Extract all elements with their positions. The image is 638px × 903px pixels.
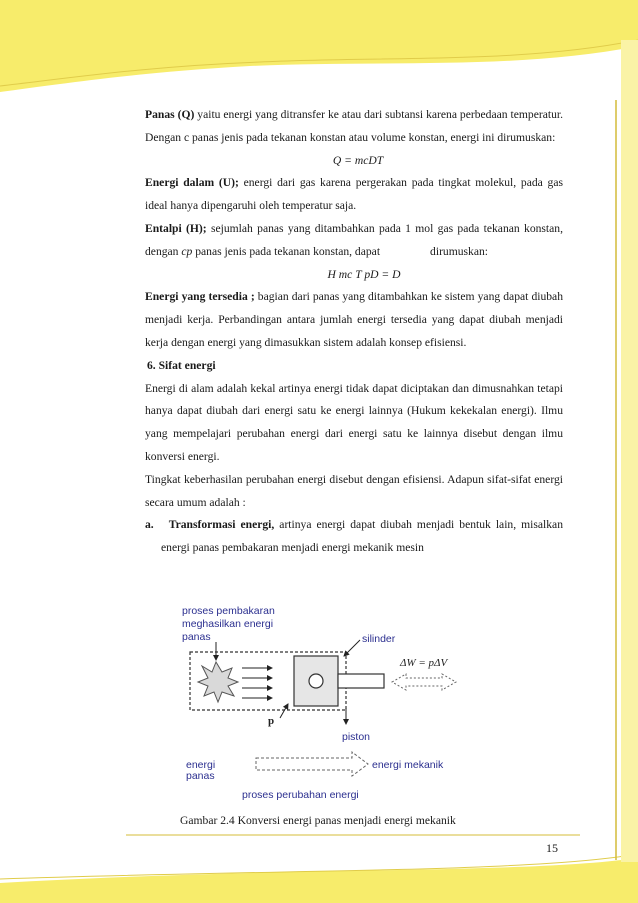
piston-rod: [338, 674, 384, 688]
symbol-cp: cp: [181, 244, 193, 258]
paragraph-sifat-2: Tingkat keberhasilan perubahan energi disebut dengan efisiensi. Adapun sifat-sifat energi secara umum adalah :: [145, 472, 563, 509]
label-piston: piston: [342, 731, 371, 743]
label-proses-3: panas: [182, 631, 211, 643]
label-p: p: [268, 715, 275, 727]
conversion-arrow-dashed: [256, 752, 368, 776]
paragraph-sifat-1: Energi di alam adalah kekal artinya energi tidak dapat diciptakan dan dimusnahkan tetapi hanya dapat diubah dari energi satu ke energi lainnya (Hukum kekekalan energi). Ilmu yang mempelajari perubahan energi dari energi satu ke lainnya disebut dengan ilmu konversi energi.: [145, 381, 563, 463]
combustion-burst-icon: [198, 662, 238, 702]
label-energi-panas-1: energi: [186, 759, 216, 771]
label-energi-panas-2: panas: [186, 770, 215, 782]
top-yellow-band: [0, 0, 638, 92]
text-energi-dalam: energi dari gas karena pergerakan pada tingkat molekul, pada gas ideal hanya dipengaruhi oleh temperatur saja.: [145, 176, 564, 213]
term-energi-dalam: Energi dalam (U);: [145, 176, 239, 190]
text-energi-tersedia: bagian dari panas yang ditambahkan ke sistem yang dapat diubah menjadi kerja. Perbandingan antara jumlah energi tersedia yang dapat diubah menjadi kerja dengan energi yang dimasukkan sistem adalah konsep efisiensi.: [145, 290, 563, 349]
text-entalpi-a: sejumlah panas yang ditambahkan pada 1 mol gas pada tekanan konstan, dengan: [145, 221, 563, 258]
text-entalpi-b: panas jenis pada tekanan konstan, dapat: [192, 244, 381, 258]
label-energi-mekanik: energi mekanik: [372, 759, 444, 771]
formula-h: H mc T pD = D: [327, 267, 401, 281]
term-entalpi: Entalpi (H);: [145, 221, 207, 235]
bottom-yellow-band: [0, 858, 638, 903]
label-formula: ΔW = pΔV: [400, 657, 448, 669]
p-pointer: [280, 704, 288, 718]
term-energi-tersedia: Energi yang tersedia ;: [145, 290, 255, 304]
energy-conversion-figure: [176, 600, 466, 808]
paragraph-panas: [145, 104, 563, 150]
right-side-band: [621, 40, 638, 862]
paragraph-energi-tersedia: [145, 286, 563, 354]
list-item-a: [145, 514, 563, 560]
text-transformasi: artinya energi dapat diubah menjadi bentuk lain, misalkan energi panas pembakaran menjadi energi mekanik mesin: [161, 518, 563, 555]
page-number: 15: [546, 841, 558, 855]
text-panas: yaitu energi yang ditransfer ke atau dari subtansi karena perbedaan temperatur. Dengan c panas jenis pada tekanan konstan atau volume konstan, energi ini dirumuskan:: [145, 108, 563, 144]
label-silinder: silinder: [362, 633, 396, 645]
piston-pin: [309, 674, 323, 688]
document-body: [145, 104, 563, 560]
label-proses-1: proses pembakaran: [182, 605, 275, 617]
term-transformasi: Transformasi energi,: [168, 518, 275, 532]
list-marker-a: a.: [145, 518, 154, 532]
section-heading: 6. Sifat energi: [147, 358, 216, 372]
text-entalpi-c: dirumuskan:: [430, 244, 489, 258]
formula-q: Q = mcDT: [332, 153, 384, 167]
label-proses-perubahan: proses perubahan energi: [242, 789, 359, 801]
label-proses-2: meghasilkan energi: [182, 618, 274, 630]
work-arrow-dashed: [392, 674, 456, 690]
paragraph-entalpi: [145, 218, 563, 264]
figure-caption: Gambar 2.4 Konversi energi panas menjadi energi mekanik: [180, 814, 456, 827]
paragraph-energi-dalam: [145, 172, 563, 218]
term-panas: Panas (Q): [145, 108, 195, 121]
silinder-pointer: [344, 640, 360, 656]
